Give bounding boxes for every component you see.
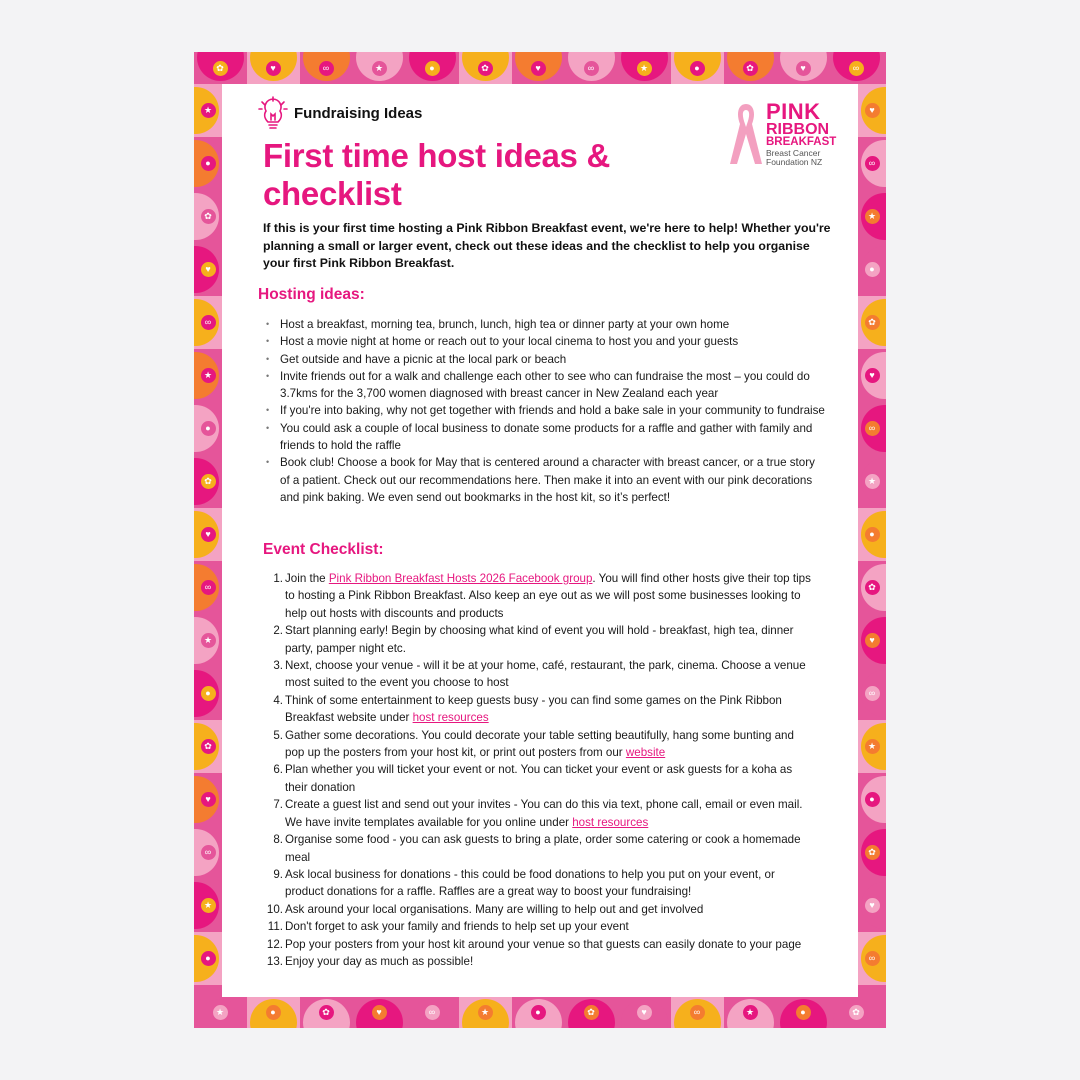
heart-icon: ♥: [796, 61, 811, 76]
ribbon-icon: ∞: [201, 580, 216, 595]
checklist-text: Start planning early! Begin by choosing what kind of event you will hold - breakfast, high tea, dinner party, pamper night etc.: [285, 624, 794, 655]
flower-icon: ✿: [865, 845, 880, 860]
flower-icon: ✿: [478, 61, 493, 76]
checklist-item: [266, 622, 815, 657]
star-icon: ★: [637, 61, 652, 76]
star-icon: ★: [865, 739, 880, 754]
dot-icon: ●: [201, 156, 216, 171]
checklist-text: Organise some food - you can ask guests to bring a plate, order some catering or cook a homemade meal: [285, 833, 801, 864]
dot-icon: ●: [796, 1005, 811, 1020]
checklist-item: [266, 761, 815, 796]
star-icon: ★: [201, 898, 216, 913]
dot-icon: ●: [266, 1005, 281, 1020]
checklist-number: 2.: [273, 624, 283, 638]
ribbon-icon: ∞: [865, 156, 880, 171]
hosting-idea-item: • You could ask a couple of local business to donate some products for a raffle and gather with family and friends to hold the raffle: [266, 420, 826, 455]
checklist-text: Ask local business for donations - this could be food donations to help you put on your event, or product donations for a raffle. Raffles are a great way to boost your fundraising!: [285, 867, 775, 899]
star-icon: ★: [213, 1005, 228, 1020]
heart-icon: ♥: [865, 368, 880, 383]
flower-icon: ✿: [201, 209, 216, 224]
checklist-item: [266, 831, 815, 866]
checklist-text: Think of some entertainment to keep guests busy - you can find some games on the Pink Ribbon Breakfast website under: [285, 693, 782, 725]
star-icon: ★: [372, 61, 387, 76]
star-icon: ★: [865, 474, 880, 489]
heart-icon: ♥: [531, 61, 546, 76]
star-icon: ★: [201, 368, 216, 383]
kicker-label: Fundraising Ideas: [294, 105, 423, 122]
checklist-link[interactable]: host resources: [412, 711, 489, 725]
hosting-idea-item: • Invite friends out for a walk and challenge each other to see who can fundraise the most – you could do 3.7kms for the 3,700 women diagnosed with breast cancer in New Zealand each year: [266, 368, 826, 403]
hosting-ideas-heading: Hosting ideas:: [258, 286, 365, 303]
ribbon-icon: ∞: [201, 845, 216, 860]
checklist-item: [266, 866, 815, 901]
ribbon-icon: ∞: [690, 1005, 705, 1020]
checklist-number: 12.: [266, 937, 283, 951]
checklist-text: Next, choose your venue - will it be at your home, café, restaurant, the park, cinema. Choose a venue most suited to the event you choose to host: [285, 659, 806, 690]
ribbon-icon: ∞: [201, 315, 216, 330]
flower-icon: ✿: [584, 1005, 599, 1020]
checklist-link[interactable]: host resources: [572, 815, 649, 829]
dot-icon: ●: [531, 1005, 546, 1020]
star-icon: ★: [743, 1005, 758, 1020]
event-checklist-heading: Event Checklist:: [263, 541, 384, 558]
ribbon-icon: ∞: [865, 686, 880, 701]
checklist-text: Plan whether you will ticket your event or not. You can ticket your event or ask guests for a koha as their donation: [285, 763, 793, 794]
ribbon-icon: ∞: [584, 61, 599, 76]
checklist-item: [266, 936, 815, 953]
heart-icon: ♥: [637, 1005, 652, 1020]
dot-icon: ●: [865, 792, 880, 807]
flower-icon: ✿: [319, 1005, 334, 1020]
checklist-link[interactable]: website: [625, 746, 666, 760]
checklist-number: 10.: [266, 902, 283, 916]
dot-icon: ●: [865, 262, 880, 277]
heart-icon: ♥: [201, 792, 216, 807]
flower-icon: ✿: [201, 474, 216, 489]
star-icon: ★: [201, 103, 216, 118]
checklist-text: Ask around your local organisations. Many are willing to help out and get involved: [285, 902, 704, 916]
checklist-item: [266, 570, 815, 622]
dot-icon: ●: [201, 686, 216, 701]
checklist-number: 1.: [273, 572, 283, 585]
checklist-text: Create a guest list and send out your invites - You can do this via text, phone call, email or even mail. We have invite templates available for you online under: [285, 798, 803, 829]
checklist-number: 6.: [273, 763, 283, 777]
checklist-number: 7.: [273, 798, 283, 812]
intro-text: If this is your first time hosting a Pink Ribbon Breakfast event, we're here to help! Whether you're planning a small or larger event, check out these ideas and the checklist to help you organise your first Pink Ribbon Breakfast.: [263, 221, 831, 270]
flower-icon: ✿: [743, 61, 758, 76]
hosting-idea-item: • Book club! Choose a book for May that is centered around a character with breast cancer, or a true story of a patient. Check out our recommendations here. Then make it into an event with our pink decorations and pink baking. We even send out bookmarks in the host kit, so it’s perfect!: [266, 454, 826, 506]
checklist-text: Pop your posters from your host kit around your venue so that guests can easily donate to your page: [285, 937, 802, 951]
checklist-number: 9.: [273, 867, 283, 881]
lightbulb-icon: [258, 96, 288, 132]
checklist-number: 5.: [273, 728, 283, 742]
hosting-idea-item: • If you're into baking, why not get together with friends and hold a bake sale in your community to fundraise: [266, 402, 826, 419]
heart-icon: ♥: [266, 61, 281, 76]
dot-icon: ●: [201, 421, 216, 436]
checklist-text: Enjoy your day as much as possible!: [285, 954, 474, 968]
heart-icon: ♥: [865, 898, 880, 913]
heart-icon: ♥: [865, 633, 880, 648]
heart-icon: ♥: [201, 262, 216, 277]
star-icon: ★: [865, 209, 880, 224]
checklist-link[interactable]: Pink Ribbon Breakfast Hosts 2026 Facebook group: [328, 572, 593, 585]
checklist-number: 8.: [273, 833, 283, 847]
flower-icon: ✿: [865, 580, 880, 595]
checklist-number: 4.: [273, 693, 283, 707]
checklist-item: [266, 692, 815, 727]
flower-icon: ✿: [849, 1005, 864, 1020]
heart-icon: ♥: [201, 527, 216, 542]
dot-icon: ●: [690, 61, 705, 76]
hosting-idea-item: • Host a breakfast, morning tea, brunch, lunch, high tea or dinner party at your own home: [266, 316, 826, 333]
star-icon: ★: [478, 1005, 493, 1020]
checklist-number: 13.: [266, 954, 283, 968]
ribbon-icon: ∞: [319, 61, 334, 76]
ribbon-icon: ∞: [865, 421, 880, 436]
hosting-idea-item: • Get outside and have a picnic at the local park or beach: [266, 351, 826, 368]
checklist-number: 11.: [267, 920, 283, 934]
checklist-text-after: . You will find other hosts give their top tips to hosting a Pink Ribbon Breakfast. Also keep an eye out as we will post some businesses looking to help out hosts with discounts and products: [285, 572, 811, 620]
pink-ribbon-breakfast-logo: PINK RIBBON BREAKFAST Breast Cancer Foundation NZ: [728, 100, 868, 170]
checklist-item: [266, 796, 815, 831]
checklist-item: [266, 901, 815, 918]
checklist-item: [266, 953, 815, 970]
star-icon: ★: [201, 633, 216, 648]
hosting-idea-item: • Host a movie night at home or reach out to your local cinema to host you and your guests: [266, 333, 826, 350]
ribbon-icon: ∞: [425, 1005, 440, 1020]
event-checklist: [266, 570, 861, 970]
heart-icon: ♥: [865, 103, 880, 118]
ribbon-icon: ∞: [849, 61, 864, 76]
flower-icon: ✿: [201, 739, 216, 754]
ribbon-icon: ∞: [865, 951, 880, 966]
flower-icon: ✿: [213, 61, 228, 76]
checklist-item: [266, 657, 815, 692]
page-title: First time host ideas & checklist: [263, 137, 611, 212]
checklist-item: [266, 727, 815, 762]
checklist-number: 3.: [273, 659, 283, 673]
checklist-text: Gather some decorations. You could decorate your table setting beautifully, hang some bunting and pop up the posters from your host kit, or print out posters from our: [285, 728, 794, 760]
pink-ribbon-icon: [728, 102, 764, 166]
hosting-ideas-list: [266, 316, 826, 506]
dot-icon: ●: [425, 61, 440, 76]
checklist-item: [266, 918, 815, 935]
checklist-text: Join the: [285, 572, 329, 585]
dot-icon: ●: [201, 951, 216, 966]
dot-icon: ●: [865, 527, 880, 542]
flower-icon: ✿: [865, 315, 880, 330]
heart-icon: ♥: [372, 1005, 387, 1020]
checklist-text: Don't forget to ask your family and friends to help set up your event: [285, 920, 629, 934]
